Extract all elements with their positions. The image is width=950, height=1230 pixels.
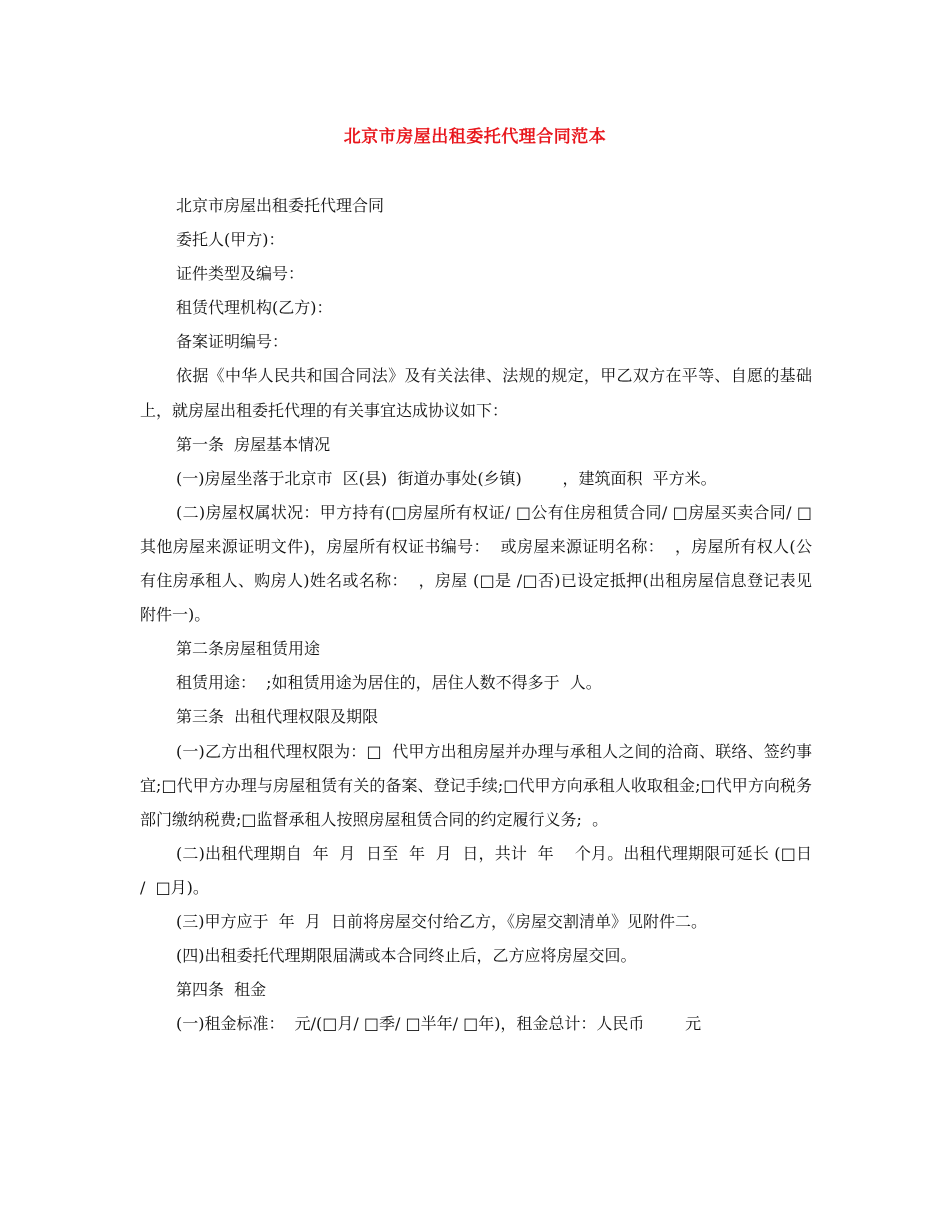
- document-body: [140, 189, 823, 1041]
- paragraph-id-type: 证件类型及编号：: [176, 264, 305, 284]
- paragraph-filing-number: 备案证明编号：: [176, 332, 289, 352]
- paragraph-principal: 委托人(甲方)：: [176, 230, 285, 250]
- article-4-clause-1: (一)租金标准： 元/(□月/ □季/ □半年/ □年)，租金总计：人民币 元: [176, 1014, 702, 1034]
- paragraph-contract-name: 北京市房屋出租委托代理合同: [176, 196, 385, 215]
- article-2-clause: 租赁用途： ;如租赁用途为居住的，居住人数不得多于 人。: [176, 673, 602, 693]
- article-3-clause-3: (三)甲方应于 年 月 日前将房屋交付给乙方，《房屋交割清单》见附件二。: [176, 911, 708, 931]
- paragraph-preamble: 依据《中华人民共和国合同法》及有关法律、法规的规定，甲乙双方在平等、自愿的基础上，就房屋出租委托代理的有关事宜达成协议如下：: [140, 366, 812, 420]
- document-title: 北京市房屋出租委托代理合同范本: [343, 127, 607, 147]
- article-3-heading: 第三条 出租代理权限及期限: [176, 707, 379, 727]
- article-3-clause-2: (二)出租代理期自 年 月 日至 年 月 日，共计 年 个月。出租代理期限可延长 (□日 / □月)。: [140, 843, 823, 897]
- article-2-heading: 第二条房屋租赁用途: [176, 639, 321, 659]
- article-3-clause-4: (四)出租委托代理期限届满或本合同终止后，乙方应将房屋交回。: [176, 946, 637, 966]
- paragraph-agency: 租赁代理机构(乙方)：: [176, 298, 333, 318]
- article-1-clause-2: (二)房屋权属状况：甲方持有(□房屋所有权证/ □公有住房租赁合同/ □房屋买卖合同/ □其他房屋来源证明文件)，房屋所有权证书编号： 或房屋来源证明名称： ，房屋所有权人(公有住房承租人、购房人)姓名或名称： ，房屋 (□是 /□否)已设定抵押(出租房屋信息登记表见附件一)。: [140, 502, 812, 625]
- article-3-clause-1: (一)乙方出租代理权限为：□ 代甲方出租房屋并办理与承租人之间的洽商、联络、签约事宜;□代甲方办理与房屋租赁有关的备案、登记手续;□代甲方向承租人收取租金;□代甲方向税务部门缴纳税费;□监督承租人按照房屋租赁合同的约定履行义务; 。: [140, 741, 812, 829]
- article-1-heading: 第一条 房屋基本情况: [176, 434, 331, 454]
- article-1-clause-1: (一)房屋坐落于北京市 区(县) 街道办事处(乡镇) ，建筑面积 平方米。: [176, 468, 717, 488]
- article-4-heading: 第四条 租金: [176, 980, 267, 1000]
